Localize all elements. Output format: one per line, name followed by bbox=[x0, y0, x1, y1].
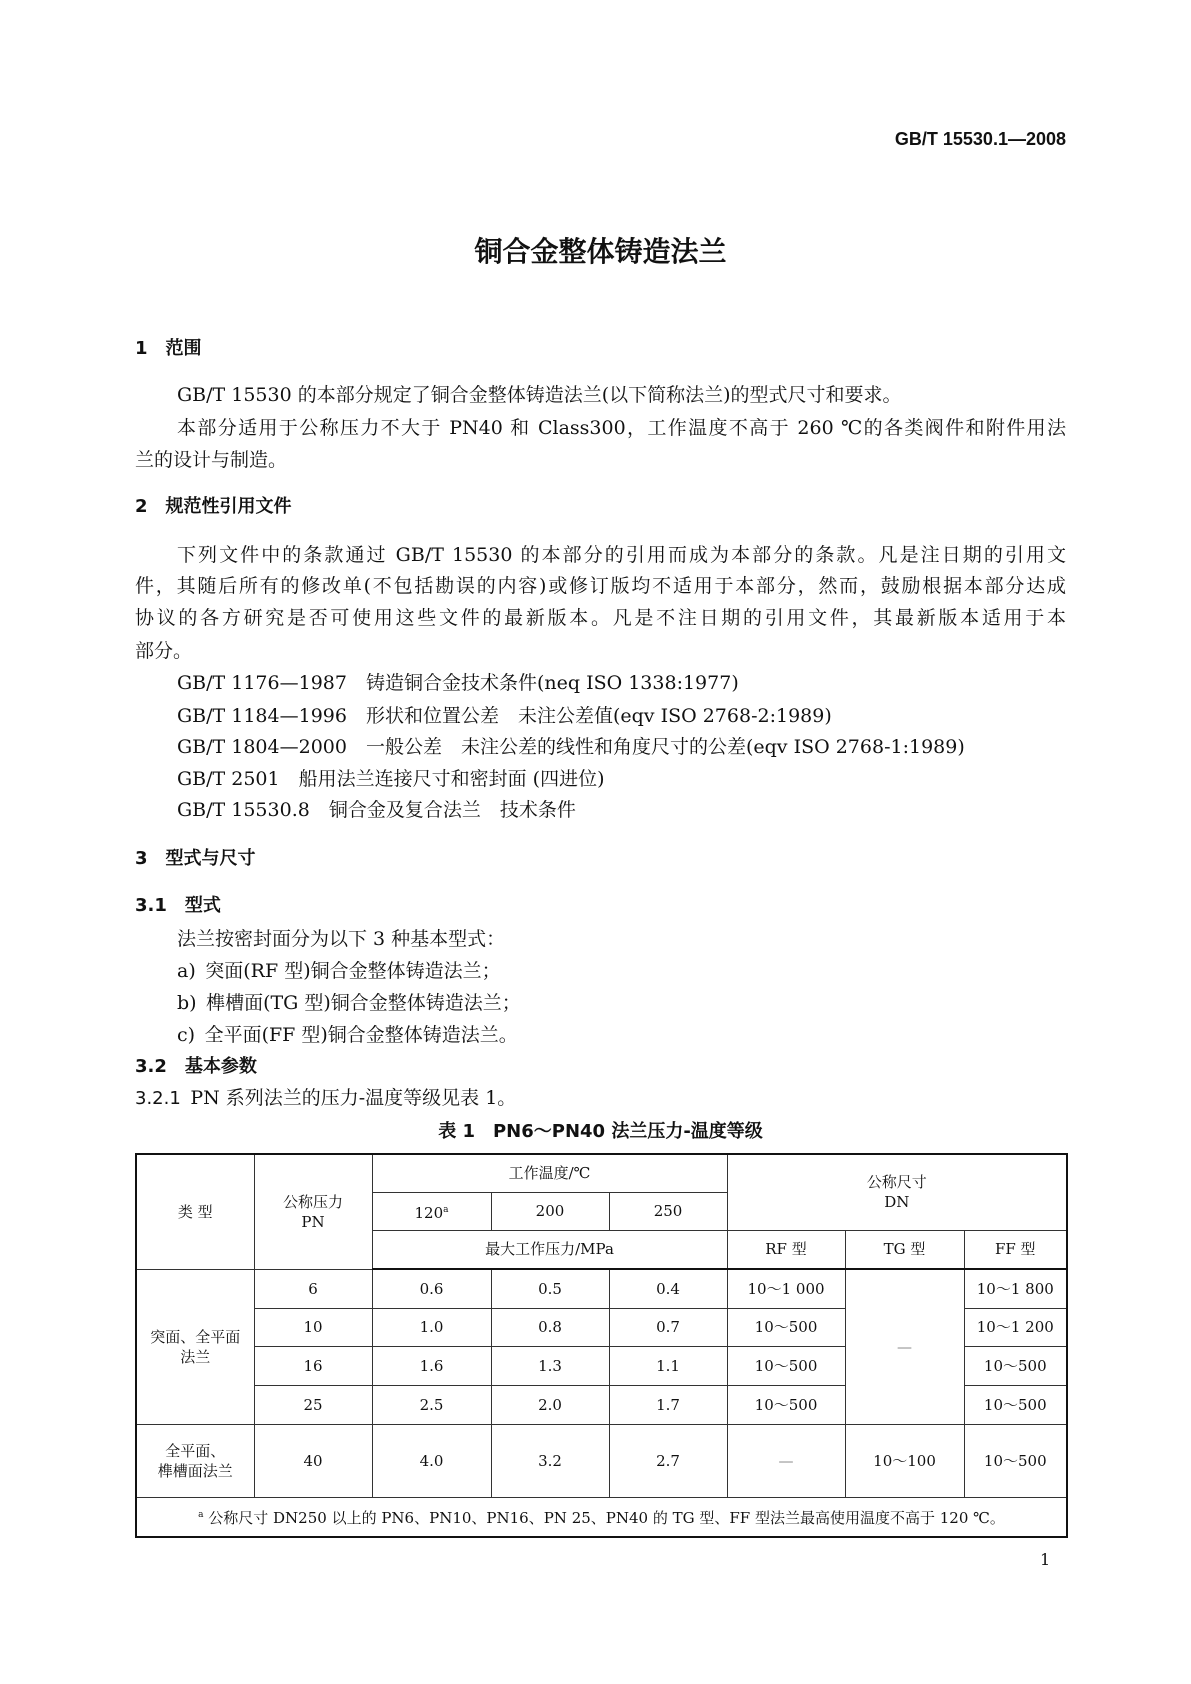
header-temperature: 工作温度/℃ bbox=[372, 1154, 727, 1192]
cell-p250: 1.1 bbox=[609, 1346, 727, 1385]
cell-p200: 0.5 bbox=[491, 1269, 609, 1308]
cell-p250: 2.7 bbox=[609, 1424, 727, 1497]
standard-number: GB/T 15530.1—2008 bbox=[894, 129, 1066, 149]
list-item bbox=[177, 1023, 518, 1047]
reference-code: GB/T 1804—2000 bbox=[177, 736, 347, 758]
reference-title: 船用法兰连接尺寸和密封面 (四进位) bbox=[298, 768, 605, 790]
cell-p120: 2.5 bbox=[372, 1385, 491, 1424]
reference-item bbox=[177, 704, 832, 728]
list-label: a) bbox=[177, 960, 196, 982]
reference-title: 一般公差 未注公差的线性和角度尺寸的公差(eqv ISO 2768-1:1989) bbox=[365, 736, 965, 758]
section-number: 3.1 bbox=[135, 895, 167, 916]
clause-text: PN 系列法兰的压力-温度等级见表 1。 bbox=[190, 1087, 517, 1109]
reference-item bbox=[177, 671, 739, 695]
header-pn: 公称压力 PN bbox=[254, 1154, 372, 1269]
list-text: 突面(RF 型)铜合金整体铸造法兰； bbox=[205, 960, 501, 982]
section-title: 型式与尺寸 bbox=[165, 848, 256, 869]
cell-rf: 10～500 bbox=[727, 1346, 845, 1385]
paragraph-line: GB/T 15530 的本部分规定了铜合金整体铸造法兰(以下简称法兰)的型式尺寸和要求。 bbox=[177, 384, 902, 406]
header-ff: FF 型 bbox=[964, 1230, 1067, 1269]
header-tg: TG 型 bbox=[845, 1230, 964, 1269]
paragraph-line: 本部分适用于公称压力不大于 PN40 和 Class300，工作温度不高于 260 ℃的各类阀件和附件用法 bbox=[177, 417, 1066, 439]
group-label: 全平面、 榫槽面法兰 bbox=[136, 1424, 254, 1497]
cell-p200: 2.0 bbox=[491, 1385, 609, 1424]
section-number: 3 bbox=[135, 848, 148, 869]
section-title: 型式 bbox=[184, 895, 221, 916]
list-item bbox=[177, 991, 521, 1015]
reference-code: GB/T 2501 bbox=[177, 768, 280, 790]
section-number: 1 bbox=[135, 338, 148, 359]
reference-title: 铸造铜合金技术条件(neq ISO 1338:1977) bbox=[365, 672, 739, 694]
header-temp-120: 120$^a$ bbox=[372, 1192, 491, 1230]
reference-code: GB/T 15530.8 bbox=[177, 799, 310, 821]
cell-rf: 10～1 000 bbox=[727, 1269, 845, 1308]
section-number: 2 bbox=[135, 496, 148, 517]
header-temp-200: 200 bbox=[491, 1192, 609, 1230]
cell-ff: 10～1 800 bbox=[964, 1269, 1067, 1308]
list-label: c) bbox=[177, 1024, 196, 1046]
clause-3-2-1 bbox=[135, 1086, 516, 1111]
cell-ff: 10～500 bbox=[964, 1346, 1067, 1385]
table-caption: 表 1 PN6～PN40 法兰压力-温度等级 bbox=[438, 1121, 763, 1142]
section-title: 规范性引用文件 bbox=[165, 496, 292, 517]
section-3-1-heading bbox=[135, 894, 221, 918]
pressure-temperature-table bbox=[135, 1153, 1068, 1538]
cell-rf: 10～500 bbox=[727, 1308, 845, 1346]
cell-p120: 1.0 bbox=[372, 1308, 491, 1346]
reference-title: 形状和位置公差 未注公差值(eqv ISO 2768-2:1989) bbox=[365, 705, 832, 727]
section-title: 范围 bbox=[165, 338, 202, 359]
reference-title: 铜合金及复合法兰 技术条件 bbox=[328, 799, 576, 821]
paragraph-line: 协议的各方研究是否可使用这些文件的最新版本。凡是不注日期的引用文件，其最新版本适用于本 bbox=[135, 607, 1066, 629]
section-3-heading bbox=[135, 847, 256, 871]
section-1-heading bbox=[135, 337, 202, 361]
cell-ff: 10～500 bbox=[964, 1424, 1067, 1497]
cell-pn: 40 bbox=[254, 1424, 372, 1497]
cell-p120: 0.6 bbox=[372, 1269, 491, 1308]
header-rf: RF 型 bbox=[727, 1230, 845, 1269]
paragraph-line: 兰的设计与制造。 bbox=[135, 449, 288, 471]
paragraph-line: 件，其随后所有的修改单(不包括勘误的内容)或修订版均不适用于本部分，然而，鼓励根据本部分达成 bbox=[135, 575, 1066, 597]
list-text: 榫槽面(TG 型)铜合金整体铸造法兰； bbox=[206, 992, 521, 1014]
cell-pn: 6 bbox=[254, 1269, 372, 1308]
section-title: 基本参数 bbox=[184, 1056, 257, 1077]
reference-code: GB/T 1176—1987 bbox=[177, 672, 347, 694]
cell-p120: 4.0 bbox=[372, 1424, 491, 1497]
table-row bbox=[136, 1269, 1067, 1308]
list-text: 全平面(FF 型)铜合金整体铸造法兰。 bbox=[204, 1024, 518, 1046]
cell-tg: — bbox=[845, 1269, 964, 1424]
paragraph-line: 下列文件中的条款通过 GB/T 15530 的本部分的引用而成为本部分的条款。凡是注日期的引用文 bbox=[177, 544, 1066, 566]
paragraph-line: 法兰按密封面分为以下 3 种基本型式： bbox=[177, 928, 506, 950]
cell-p200: 1.3 bbox=[491, 1346, 609, 1385]
cell-p120: 1.6 bbox=[372, 1346, 491, 1385]
header-dn: 公称尺寸 DN bbox=[727, 1154, 1067, 1230]
cell-p250: 0.7 bbox=[609, 1308, 727, 1346]
reference-code: GB/T 1184—1996 bbox=[177, 705, 347, 727]
cell-ff: 10～500 bbox=[964, 1385, 1067, 1424]
header-type: 类 型 bbox=[136, 1154, 254, 1269]
section-2-heading bbox=[135, 495, 292, 519]
list-label: b) bbox=[177, 992, 197, 1014]
cell-pn: 25 bbox=[254, 1385, 372, 1424]
header-max-pressure: 最大工作压力/MPa bbox=[372, 1230, 727, 1269]
cell-p250: 0.4 bbox=[609, 1269, 727, 1308]
paragraph-line: 部分。 bbox=[135, 640, 193, 662]
header-temp-250: 250 bbox=[609, 1192, 727, 1230]
cell-p250: 1.7 bbox=[609, 1385, 727, 1424]
group-label: 突面、全平面 法兰 bbox=[136, 1269, 254, 1424]
reference-item bbox=[177, 767, 605, 791]
document-title: 铜合金整体铸造法兰 bbox=[474, 235, 727, 268]
reference-item bbox=[177, 735, 965, 759]
table-row bbox=[136, 1424, 1067, 1497]
cell-rf: 10～500 bbox=[727, 1385, 845, 1424]
section-3-2-heading bbox=[135, 1055, 257, 1079]
cell-pn: 16 bbox=[254, 1346, 372, 1385]
section-number: 3.2 bbox=[135, 1056, 167, 1077]
section-number: 3.2.1 bbox=[135, 1088, 181, 1109]
page-number: 1 bbox=[1040, 1550, 1051, 1569]
cell-tg: 10～100 bbox=[845, 1424, 964, 1497]
cell-p200: 0.8 bbox=[491, 1308, 609, 1346]
table-footnote: $^a$ 公称尺寸 DN250 以上的 PN6、PN10、PN16、PN 25、PN40 的 TG 型、FF 型法兰最高使用温度不高于 120 ℃。 bbox=[136, 1497, 1067, 1537]
cell-pn: 10 bbox=[254, 1308, 372, 1346]
reference-item bbox=[177, 798, 576, 822]
list-item bbox=[177, 959, 501, 983]
cell-ff: 10～1 200 bbox=[964, 1308, 1067, 1346]
cell-rf: — bbox=[727, 1424, 845, 1497]
cell-p200: 3.2 bbox=[491, 1424, 609, 1497]
